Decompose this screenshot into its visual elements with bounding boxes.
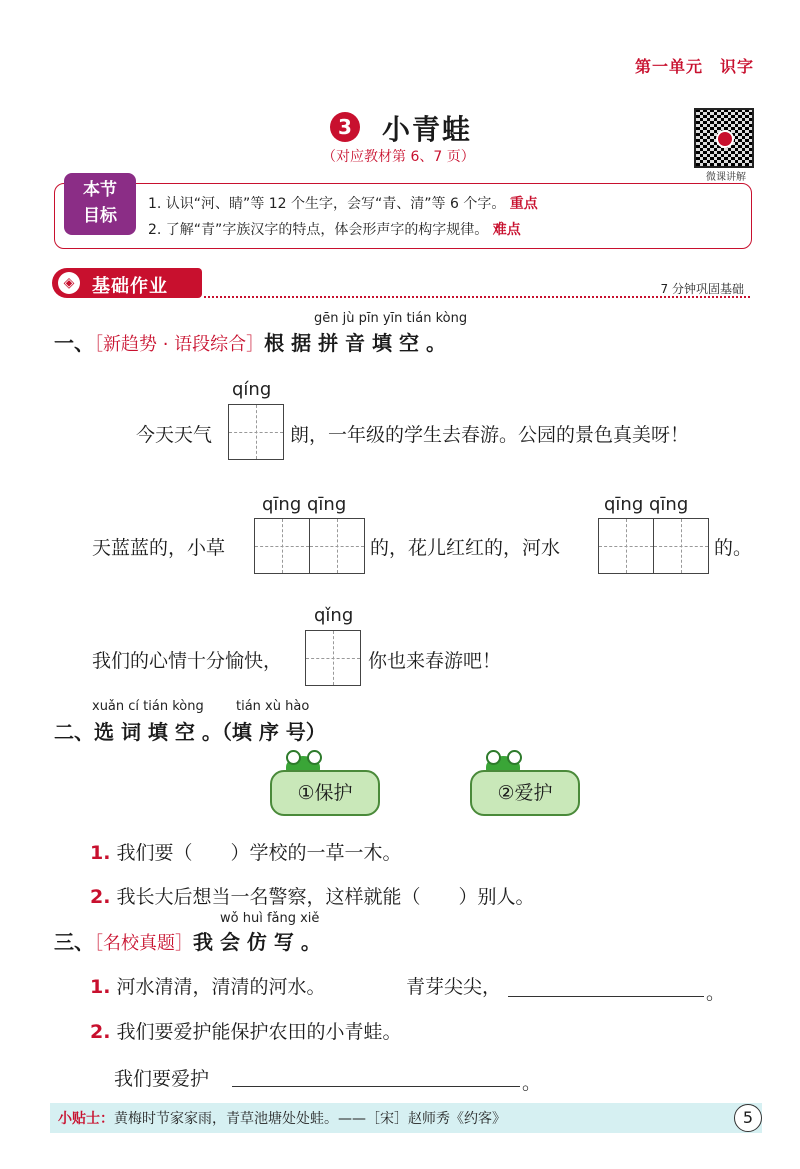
- q3-answer-line-2[interactable]: [232, 1068, 520, 1087]
- unit-header: 第一单元 识字: [634, 57, 754, 76]
- q1-line2-pinyin2: qīng qīng: [604, 494, 689, 515]
- q3-sentence-1: [90, 972, 326, 999]
- q3-label: 三、: [54, 930, 94, 954]
- section-title: 基础作业: [92, 276, 168, 297]
- option-card-1: ①保护: [270, 770, 380, 816]
- goal-item-1-tag: 重点: [509, 196, 538, 212]
- q2-pinyin1: xuǎn cí tián kòng: [92, 699, 204, 714]
- q1-pinyin: gēn jù pīn yīn tián kòng: [314, 311, 468, 326]
- q1-line2-after: 的。: [714, 537, 753, 559]
- q3-sentence-2: [90, 1017, 402, 1044]
- q2-s1-num: 1.: [90, 842, 111, 864]
- q2-s2-num: 2.: [90, 886, 111, 908]
- cube-icon: ◈: [58, 272, 80, 294]
- q3-tag: ［名校真题］: [94, 933, 193, 954]
- q2-title: 选 词 填 空 。（填 序 号）: [94, 720, 326, 744]
- q3-title: 我 会 仿 写 。: [193, 930, 321, 954]
- q3-answer-line-1[interactable]: [508, 978, 704, 997]
- q1-grid-3[interactable]: [305, 630, 361, 686]
- q3-s1-end: 。: [706, 982, 726, 1004]
- q2-s2-text: 我长大后想当一名警察，这样就能（ ）别人。: [116, 886, 535, 908]
- q1-label: 一、: [54, 331, 94, 355]
- lesson-subtitle: （对应教材第 6、7 页）: [322, 149, 475, 165]
- goal-item-2-text: 2. 了解“青”字族汉字的特点，体会形声字的构字规律。: [148, 222, 489, 238]
- frog-eye-icon: [507, 750, 522, 765]
- q3-s2-prompt: 我们要爱护: [114, 1068, 210, 1090]
- goals-tag-line2: 目标: [83, 206, 117, 226]
- q3-s2-num: 2.: [90, 1021, 111, 1043]
- q3-s1-text: 河水清清，清清的河水。: [116, 976, 326, 998]
- q1-grid-1[interactable]: [228, 404, 284, 460]
- q1-tag: ［新趋势 · 语段综合］: [94, 334, 265, 355]
- qr-center-dot: [716, 130, 734, 148]
- q3-pinyin: wǒ huì fǎng xiě: [220, 911, 320, 926]
- q2-pinyin2: tián xù hào: [236, 699, 310, 714]
- q1-line3-after: 你也来春游吧！: [368, 650, 502, 672]
- frog-eye-icon: [486, 750, 501, 765]
- q1-line3-pinyin: qǐng: [314, 605, 354, 626]
- frog-eye-icon: [286, 750, 301, 765]
- lesson-title: 小青蛙: [382, 113, 473, 146]
- q1-line2-before: 天蓝蓝的，小草: [92, 537, 226, 559]
- q3-s1-num: 1.: [90, 976, 111, 998]
- goal-item-1: [148, 193, 538, 213]
- q2-s1-text: 我们要（ ）学校的一草一木。: [116, 842, 402, 864]
- page-number: 5: [734, 1104, 762, 1132]
- q1-line1-pinyin: qíng: [232, 379, 272, 400]
- q1-grid-2a[interactable]: [254, 518, 310, 574]
- q3-s2-text: 我们要爱护能保护农田的小青蛙。: [116, 1021, 402, 1043]
- frog-eye-icon: [307, 750, 322, 765]
- goal-item-2-tag: 难点: [492, 222, 521, 238]
- goals-tag: [64, 173, 136, 235]
- q1-grid-2d[interactable]: [653, 518, 709, 574]
- q1-grid-2b[interactable]: [309, 518, 365, 574]
- q2-sentence-1: [90, 838, 402, 865]
- q2-label: 二、: [54, 720, 94, 744]
- q1-line2-pinyin: qīng qīng: [262, 494, 347, 515]
- goal-item-2: [148, 219, 521, 239]
- q1-line2-mid: 的，花儿红红的，河水: [370, 537, 561, 559]
- q1-heading: [54, 327, 446, 356]
- q2-sentence-2: [90, 882, 535, 909]
- goals-tag-line1: 本节: [83, 180, 117, 200]
- q1-grid-2c[interactable]: [598, 518, 654, 574]
- option-card-2: ②爱护: [470, 770, 580, 816]
- lesson-number-badge: 3: [330, 112, 360, 142]
- goal-item-1-text: 1. 认识“河、睛”等 12 个生字，会写“青、清”等 6 个字。: [148, 196, 506, 212]
- footer-label: 小贴士：: [58, 1111, 114, 1127]
- q3-heading: [54, 926, 321, 955]
- q2-heading: [54, 716, 326, 745]
- q1-line1-after: 朗，一年级的学生去春游。公园的景色真美呀！: [290, 424, 690, 446]
- q3-s1-prompt: 青芽尖尖，: [406, 976, 502, 998]
- time-note: 7 分钟巩固基础: [660, 282, 744, 296]
- footer-tip: [58, 1108, 506, 1128]
- footer-quote: 黄梅时节家家雨，青草池塘处处蛙。——［宋］赵师秀《约客》: [114, 1111, 506, 1127]
- q1-title: 根 据 拼 音 填 空 。: [264, 331, 446, 355]
- q1-line3-before: 我们的心情十分愉快，: [92, 650, 283, 672]
- q1-line1-before: 今天天气: [136, 424, 213, 446]
- q3-s2-end: 。: [522, 1072, 542, 1094]
- qr-label: 微课讲解: [706, 172, 746, 183]
